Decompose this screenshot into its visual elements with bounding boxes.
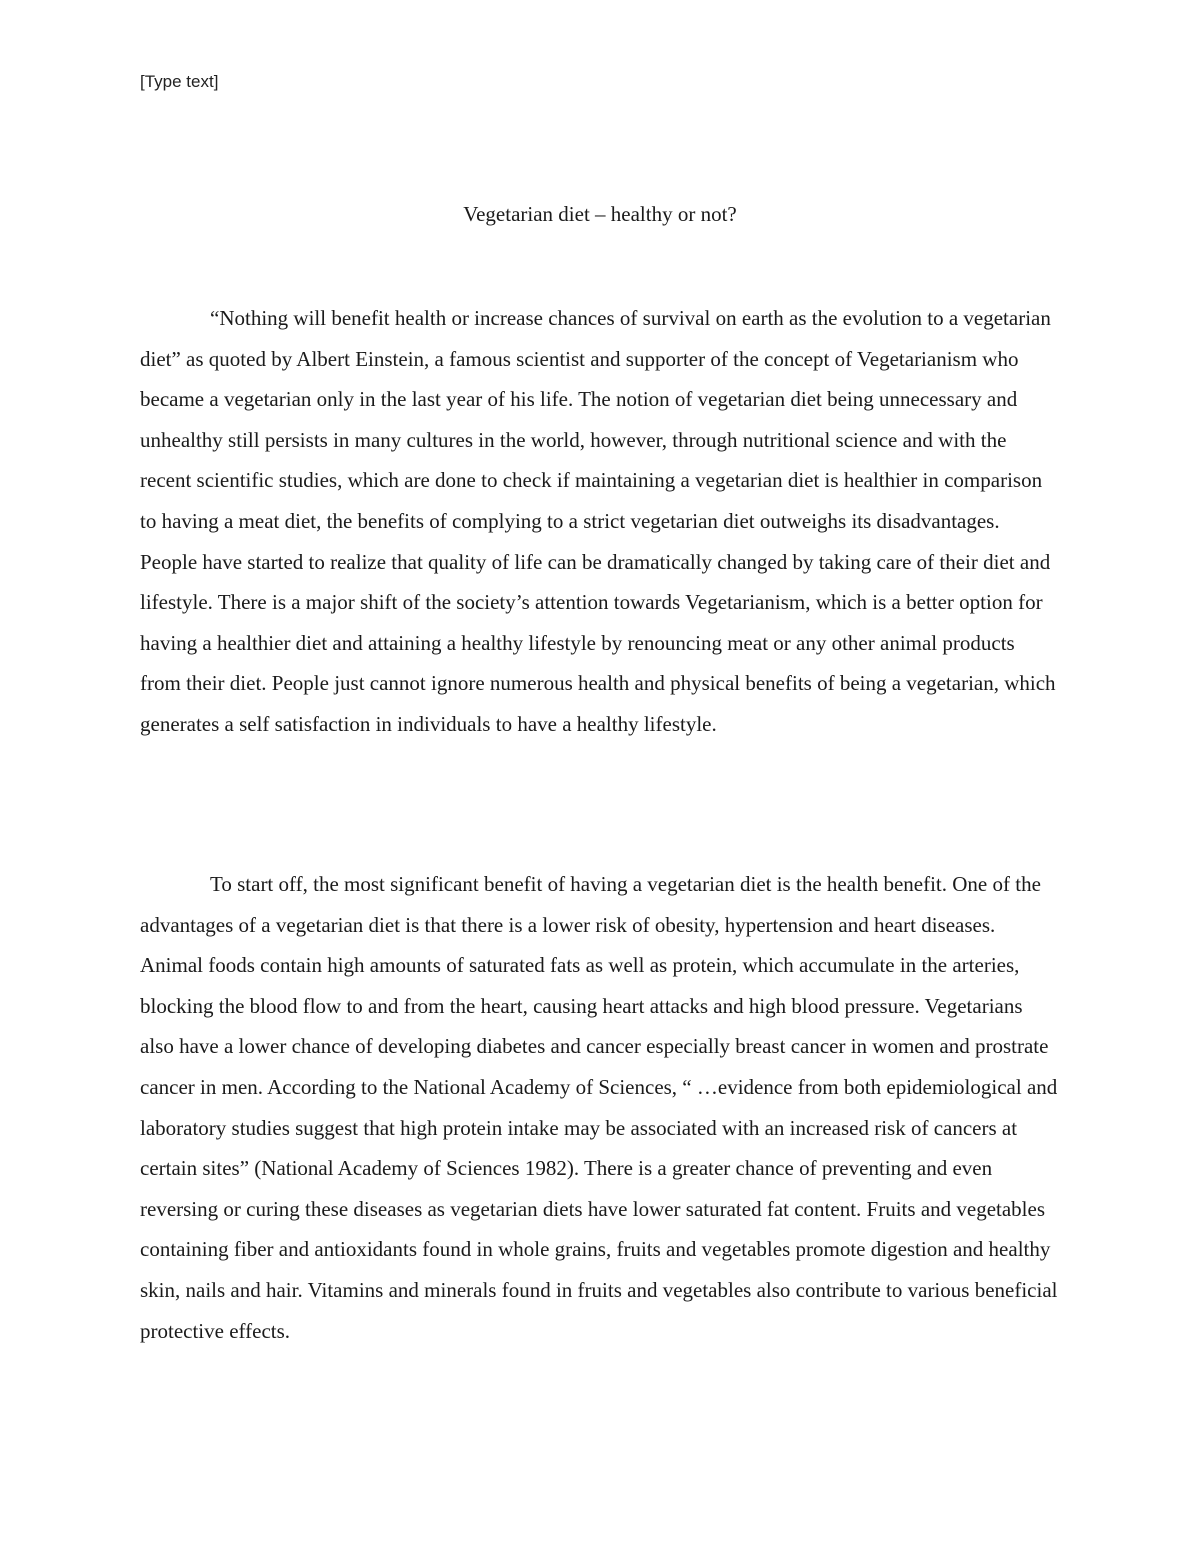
body-paragraph-1: “Nothing will benefit health or increase chances of survival on earth as the evolution to a vegetarian diet” as quoted by Albert Einstein, a famous scientist and supporter of the concept of Vegetarianism who became a vegetarian only in the last year of his life. The notion of vegetarian diet being unnecessary and unhealthy still persists in many cultures in the world, however, through nutritional science and with the recent scientific studies, which are done to check if maintaining a vegetarian diet is healthier in comparison to having a meat diet, the benefits of complying to a strict vegetarian diet outweighs its disadvantages. People have started to realize that quality of life can be dramatically changed by taking care of their diet and lifestyle. There is a major shift of the society’s attention towards Vegetarianism, which is a better option for having a healthier diet and attaining a healthy lifestyle by renouncing meat or any other animal products from their diet. People just cannot ignore numerous health and physical benefits of being a vegetarian, which generates a self satisfaction in individuals to have a healthy lifestyle.: [140, 306, 1056, 736]
header-placeholder[interactable]: [Type text]: [140, 72, 219, 91]
body-paragraph-2: To start off, the most significant benefit of having a vegetarian diet is the health benefit. One of the advantages of a vegetarian diet is that there is a lower risk of obesity, hypertension and heart diseases. Animal foods contain high amounts of saturated fats as well as protein, which accumulate in the arteries, blocking the blood flow to and from the heart, causing heart attacks and high blood pressure. Vegetarians also have a lower chance of developing diabetes and cancer especially breast cancer in women and prostrate cancer in men. According to the National Academy of Sciences, “ …evidence from both epidemiological and laboratory studies suggest that high protein intake may be associated with an increased risk of cancers at certain sites” (National Academy of Sciences 1982). There is a greater chance of preventing and even reversing or curing these diseases as vegetarian diets have lower saturated fat content. Fruits and vegetables containing fiber and antioxidants found in whole grains, fruits and vegetables promote digestion and healthy skin, nails and hair. Vitamins and minerals found in fruits and vegetables also contribute to various beneficial protective effects.: [140, 872, 1058, 1343]
document-title: Vegetarian diet – healthy or not?: [463, 202, 737, 226]
